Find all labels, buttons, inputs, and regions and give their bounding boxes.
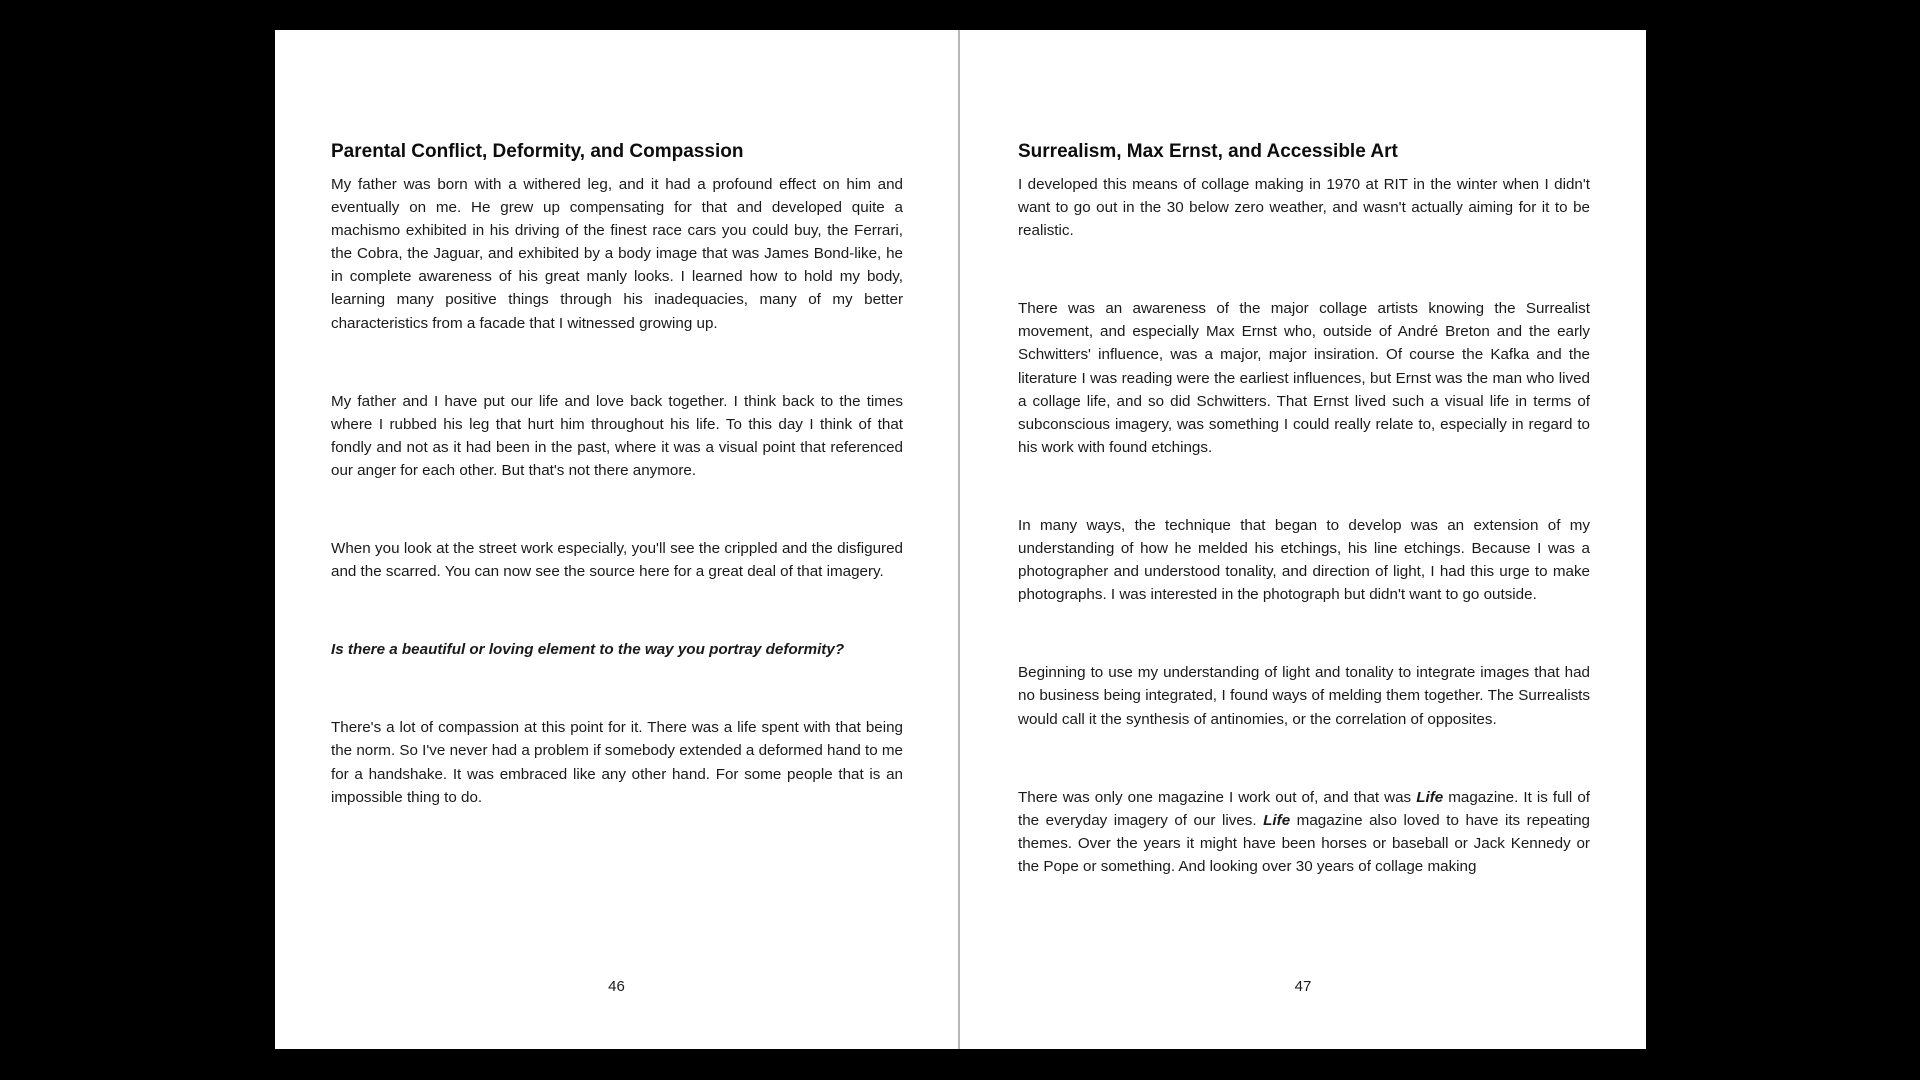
right-page-content: [1018, 140, 1590, 878]
magazine-title: Life: [1263, 811, 1291, 829]
paragraph: There's a lot of compassion at this point for it. There was a life spent with that being the norm. So I've never had a problem if somebody extended a deformed hand to me for a handshake. It was embraced like any other hand. For some people that is an impossible thing to do.: [331, 719, 903, 806]
paragraph-text: There was only one magazine I work out of, and that was: [1018, 788, 1417, 806]
section-heading: Surrealism, Max Ernst, and Accessible Art: [1018, 141, 1398, 162]
paragraph: In many ways, the technique that began to develop was an extension of my understanding of how he melded his etchings, his line etchings. Because I was a photographer and understood tonality, and direction of light, I had this urge to make photographs. I was interested in the photograph but didn't want to go outside.: [1018, 516, 1590, 604]
paragraph: There was an awareness of the major collage artists knowing the Surrealist movement, and especially Max Ernst who, outside of André Breton and the early Schwitters' influence, was a major, major insiration. Of course the Kafka and the literature I was reading were the earliest influences, but Ernst was the man who lived a collage life, and so did Schwitters. That Ernst lived such a visual life in terms of subconscious imagery, was something I could really relate to, especially in regard to his work with found etchings.: [1018, 300, 1590, 456]
paragraph: I developed this means of collage making in 1970 at RIT in the winter when I didn't want to go out in the 30 below zero weather, and wasn't actually aiming for it to be realistic.: [1018, 176, 1590, 240]
page-number: 47: [1294, 978, 1312, 995]
left-page: [275, 30, 960, 1049]
paragraph: My father and I have put our life and love back together. I think back to the times where I rubbed his leg that hurt him throughout his life. To this day I think of that fondly and not as it had been in the past, where it was a visual point that referenced our anger for each other. But that's not there anymore.: [331, 392, 903, 479]
paragraph: When you look at the street work especially, you'll see the crippled and the disfigured and the scarred. You can now see the source here for a great deal of that imagery.: [331, 540, 903, 581]
book-spread: [275, 30, 1646, 1049]
paragraph-text: magazine also loved to have its repeating themes. Over the years it might have been horses or baseball or Jack Kennedy or the Pope or something. And looking over 30 years of collage making: [1018, 811, 1590, 875]
section-heading: Parental Conflict, Deformity, and Compassion: [331, 141, 744, 162]
paragraph: My father was born with a withered leg, and it had a profound effect on him and eventually on me. He grew up compensating for that and developed quite a machismo exhibited in his driving of the finest race cars you could buy, the Ferrari, the Cobra, the Jaguar, and exhibited by a body image that was James Bond-like, he in complete awareness of his great manly looks. I learned how to hold my body, learning many positive things through his inadequacies, many of my better characteristics from a facade that I witnessed growing up.: [331, 176, 903, 332]
left-page-content: [331, 140, 903, 809]
magazine-title: Life: [1416, 788, 1444, 806]
paragraph-life-magazine: [1018, 786, 1590, 878]
paragraph-text: magazine. It is full of the everyday imagery of our lives.: [1018, 788, 1590, 829]
paragraph: Beginning to use my understanding of light and tonality to integrate images that had no business being integrated, I found ways of melding them together. The Surrealists would call it the synthesis of antinomies, or the correlation of opposites.: [1018, 664, 1590, 728]
interview-question: Is there a beautiful or loving element to the way you portray deformity?: [331, 641, 845, 659]
right-page: [960, 30, 1646, 1049]
page-number: 46: [608, 978, 625, 995]
